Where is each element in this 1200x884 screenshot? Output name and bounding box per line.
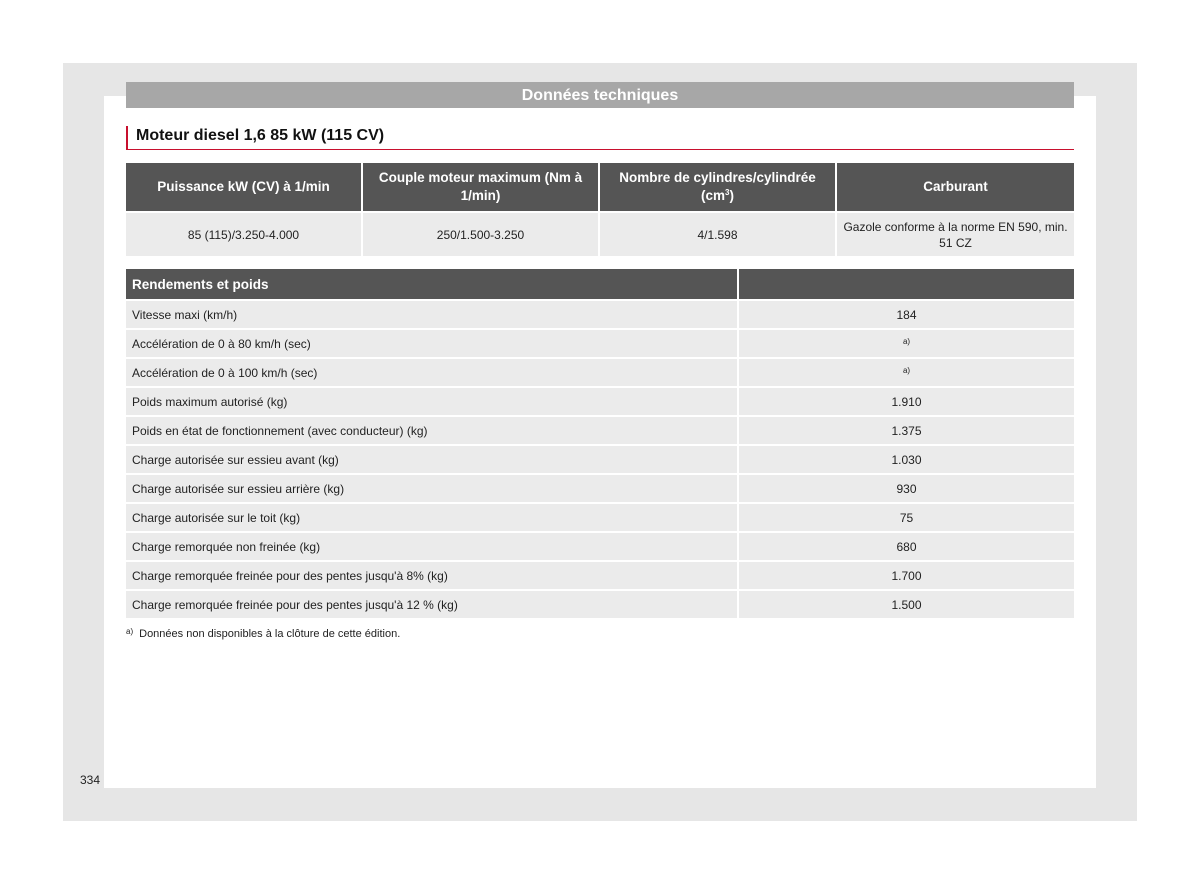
perf-table-header-value [737, 269, 1074, 301]
row-label: Charge autorisée sur le toit (kg) [126, 504, 737, 533]
torque-value: 250/1.500-3.250 [363, 213, 600, 256]
table-row [126, 359, 1074, 388]
fuel-header: Carburant [837, 163, 1074, 213]
table-row [126, 562, 1074, 591]
cylinders-header-sup: 3 [725, 188, 730, 197]
footnote-reference: a) [902, 365, 911, 375]
perf-table-header-row [126, 269, 1074, 301]
table-row [126, 504, 1074, 533]
performance-weights-table [126, 269, 1074, 618]
row-value: 184 [737, 301, 1074, 330]
engine-table-value-row [126, 213, 1074, 256]
engine-specs-table [126, 163, 1074, 256]
table-row [126, 533, 1074, 562]
row-label: Vitesse maxi (km/h) [126, 301, 737, 330]
row-label: Poids maximum autorisé (kg) [126, 388, 737, 417]
row-label: Charge autorisée sur essieu avant (kg) [126, 446, 737, 475]
row-label: Charge autorisée sur essieu arrière (kg) [126, 475, 737, 504]
row-value: 1.030 [737, 446, 1074, 475]
row-value: 1.910 [737, 388, 1074, 417]
cylinders-value: 4/1.598 [600, 213, 837, 256]
table-row [126, 330, 1074, 359]
cylinders-header-text: Nombre de cylindres/cylindrée (cm [619, 170, 816, 203]
chapter-header: Données techniques [126, 82, 1074, 108]
row-value [737, 359, 1074, 388]
row-label: Charge remorquée non freinée (kg) [126, 533, 737, 562]
table-row [126, 591, 1074, 618]
footnote-mark: a) [126, 627, 134, 636]
perf-table-body [126, 301, 1074, 618]
footnote [126, 627, 400, 640]
table-row [126, 475, 1074, 504]
torque-header: Couple moteur maximum (Nm à 1/min) [363, 163, 600, 213]
row-value: 930 [737, 475, 1074, 504]
row-value: 680 [737, 533, 1074, 562]
row-label: Accélération de 0 à 80 km/h (sec) [126, 330, 737, 359]
footnote-text: Données non disponibles à la clôture de cette édition. [139, 628, 401, 640]
row-value [737, 330, 1074, 359]
row-label: Poids en état de fonctionnement (avec conducteur) (kg) [126, 417, 737, 446]
table-row [126, 301, 1074, 330]
row-value: 1.700 [737, 562, 1074, 591]
cylinders-header [600, 163, 837, 213]
power-header: Puissance kW (CV) à 1/min [126, 163, 363, 213]
row-value: 1.500 [737, 591, 1074, 618]
table-row [126, 388, 1074, 417]
row-label: Charge remorquée freinée pour des pentes jusqu'à 8% (kg) [126, 562, 737, 591]
fuel-value: Gazole conforme à la norme EN 590, min. 51 CZ [837, 213, 1074, 256]
power-value: 85 (115)/3.250-4.000 [126, 213, 363, 256]
row-value: 75 [737, 504, 1074, 533]
section-title: Moteur diesel 1,6 85 kW (115 CV) [126, 126, 1074, 150]
row-label: Accélération de 0 à 100 km/h (sec) [126, 359, 737, 388]
table-row [126, 417, 1074, 446]
engine-table-header-row [126, 163, 1074, 213]
table-row [126, 446, 1074, 475]
perf-table-header-label: Rendements et poids [126, 269, 737, 301]
cylinders-header-end: ) [729, 188, 734, 203]
row-label: Charge remorquée freinée pour des pentes jusqu'à 12 % (kg) [126, 591, 737, 618]
row-value: 1.375 [737, 417, 1074, 446]
footnote-reference: a) [902, 336, 911, 346]
page-number: 334 [80, 773, 101, 787]
